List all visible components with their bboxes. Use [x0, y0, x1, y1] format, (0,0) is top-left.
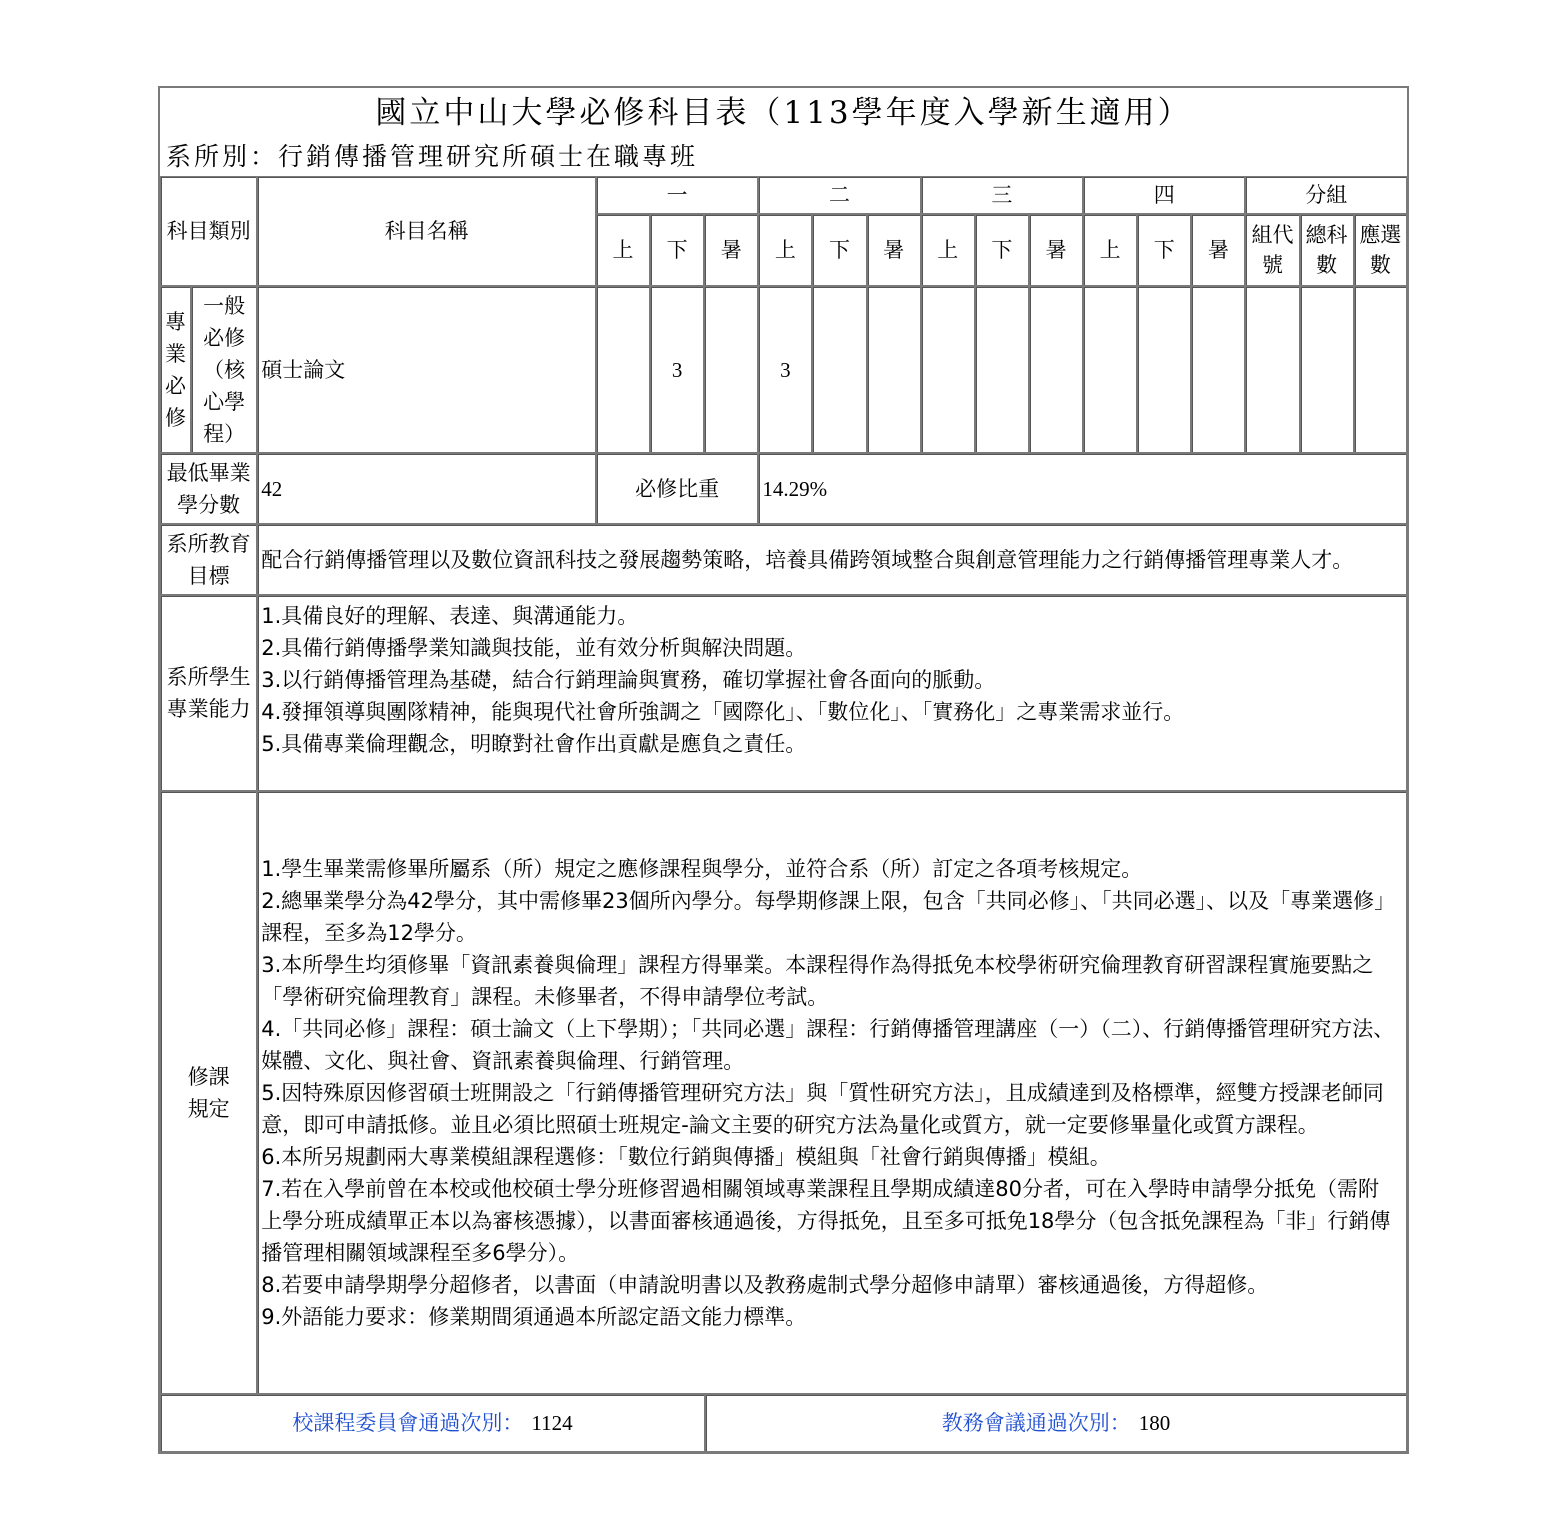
credit-cell [1029, 286, 1083, 453]
term-header: 暑 [1029, 214, 1083, 286]
committee-value: 1124 [531, 1411, 573, 1435]
list-item: 5.具備專業倫理觀念，明瞭對社會作出貢獻是應負之責任。 [261, 732, 807, 756]
credit-cell [1191, 286, 1245, 453]
year-1-header: 一 [596, 176, 758, 214]
year-2-header: 二 [758, 176, 920, 214]
required-ratio-value: 14.29% [758, 453, 1407, 524]
committee-label: 校課程委員會通過次別： [292, 1411, 524, 1435]
approval-footer [160, 1394, 1407, 1452]
list-item: 4.發揮領導與團隊精神，能與現代社會所強調之「國際化」、「數位化」、「實務化」之專業需求並行。 [261, 700, 1185, 724]
list-item: 1.學生畢業需修畢所屬系（所）規定之應修課程與學分，並符合系（所）訂定之各項考核規定。 [261, 856, 1143, 881]
term-header: 上 [596, 214, 650, 286]
list-item: 5.因特殊原因修習碩士班開設之「行銷傳播管理研究方法」與「質性研究方法」，且成績達到及格標準，經雙方授課老師同意，即可申請抵修。並且必須比照碩士班規定-論文主要的研究方法為量化或質方，就一定要修畢量化或質方課程。 [261, 1080, 1384, 1137]
term-header: 下 [650, 214, 704, 286]
rules-label: 修課規定 [160, 791, 257, 1394]
total-courses-header: 總科數 [1300, 214, 1354, 286]
list-item: 3.本所學生均須修畢「資訊素養與倫理」課程方得畢業。本課程得作為得抵免本校學術研究倫理教育研習課程實施要點之 「學術研究倫理教育」課程。未修畢者，不得申請學位考試。 [261, 952, 1374, 1009]
competencies-label: 系所學生專業能力 [160, 595, 257, 791]
department-line [160, 138, 1407, 176]
group-code-cell [1245, 286, 1299, 453]
required-ratio-label: 必修比重 [596, 453, 758, 524]
required-select-header: 應選數 [1354, 214, 1407, 286]
term-header: 下 [812, 214, 866, 286]
credit-cell: 3 [758, 286, 812, 453]
category-main: 專業必修 [160, 286, 191, 453]
term-header: 上 [758, 214, 812, 286]
credit-cell [921, 286, 975, 453]
list-item: 3.以行銷傳播管理為基礎，結合行銷理論與實務，確切掌握社會各面向的脈動。 [261, 668, 996, 692]
credit-cell [975, 286, 1029, 453]
term-header: 暑 [1191, 214, 1245, 286]
list-item: 2.具備行銷傳播學業知識與技能，並有效分析與解決問題。 [261, 636, 807, 660]
group-code-header: 組代號 [1245, 214, 1299, 286]
term-header: 下 [1137, 214, 1191, 286]
page-title: 國立中山大學必修科目表（113學年度入學新生適用） [375, 95, 1192, 131]
objectives-text: 配合行銷傳播管理以及數位資訊科技之發展趨勢策略，培養具備跨領域整合與創意管理能力之行銷傳播管理專業人才。 [257, 524, 1407, 595]
year-4-header: 四 [1083, 176, 1245, 214]
group-header: 分組 [1245, 176, 1407, 214]
department-name: 行銷傳播管理研究所碩士在職專班 [278, 142, 699, 171]
min-credits-value: 42 [257, 453, 596, 524]
list-item: 2.總畢業學分為42學分，其中需修畢23個所內學分。每學期修課上限，包含「共同必修」、「共同必選」、以及「專業選修」課程，至多為12學分。 [261, 888, 1396, 945]
total-courses-cell [1300, 286, 1354, 453]
committee-approval [160, 1394, 705, 1452]
credit-cell [704, 286, 758, 453]
department-label: 系所別： [166, 142, 279, 171]
min-credits-label: 最低畢業學分數 [160, 453, 257, 524]
term-header: 上 [1083, 214, 1137, 286]
table-row [160, 286, 1407, 453]
credit-cell [596, 286, 650, 453]
council-value: 180 [1138, 1411, 1171, 1435]
rules-list [257, 791, 1407, 1394]
category-header: 科目類別 [160, 176, 257, 286]
term-header: 暑 [704, 214, 758, 286]
credit-cell [867, 286, 921, 453]
term-header: 下 [975, 214, 1029, 286]
credit-cell [1083, 286, 1137, 453]
council-label: 教務會議通過次別： [941, 1411, 1131, 1435]
required-select-cell [1354, 286, 1407, 453]
course-table [160, 176, 1407, 1394]
term-header: 暑 [867, 214, 921, 286]
list-item: 4.「共同必修」課程：碩士論文（上下學期）；「共同必選」課程：行銷傳播管理講座（一）（二）、行銷傳播管理研究方法、媒體、文化、與社會、資訊素養與倫理、行銷管理。 [261, 1016, 1395, 1073]
competencies-list [257, 595, 1407, 791]
term-header: 上 [921, 214, 975, 286]
course-name: 碩士論文 [257, 286, 596, 453]
council-approval [705, 1394, 1407, 1452]
credit-cell: 3 [650, 286, 704, 453]
list-item: 9.外語能力要求：修業期間須通過本所認定語文能力標準。 [261, 1304, 807, 1329]
credit-cell [812, 286, 866, 453]
list-item: 1.具備良好的理解、表達、與溝通能力。 [261, 604, 639, 628]
objectives-label: 系所教育目標 [160, 524, 257, 595]
course-name-header: 科目名稱 [257, 176, 596, 286]
curriculum-sheet [158, 86, 1409, 1454]
list-item: 6.本所另規劃兩大專業模組課程選修：「數位行銷與傳播」模組與「社會行銷與傳播」模組。 [261, 1144, 1111, 1169]
category-sub: 一般必修（核心學程） [191, 286, 257, 453]
year-3-header: 三 [921, 176, 1083, 214]
credit-cell [1137, 286, 1191, 453]
header-table [160, 88, 1407, 176]
list-item: 8.若要申請學期學分超修者，以書面（申請說明書以及教務處制式學分超修申請單）審核通過後，方得超修。 [261, 1272, 1269, 1297]
list-item: 7.若在入學前曾在本校或他校碩士學分班修習過相關領域專業課程且學期成績達80分者，可在入學時申請學分抵免（需附上學分班成績單正本以為審核憑據），以書面審核通過後，方得抵免，且至多可抵免18學分（包含抵免課程為「非」行銷傳播管理相關領域課程至多6學分）。 [261, 1176, 1391, 1265]
